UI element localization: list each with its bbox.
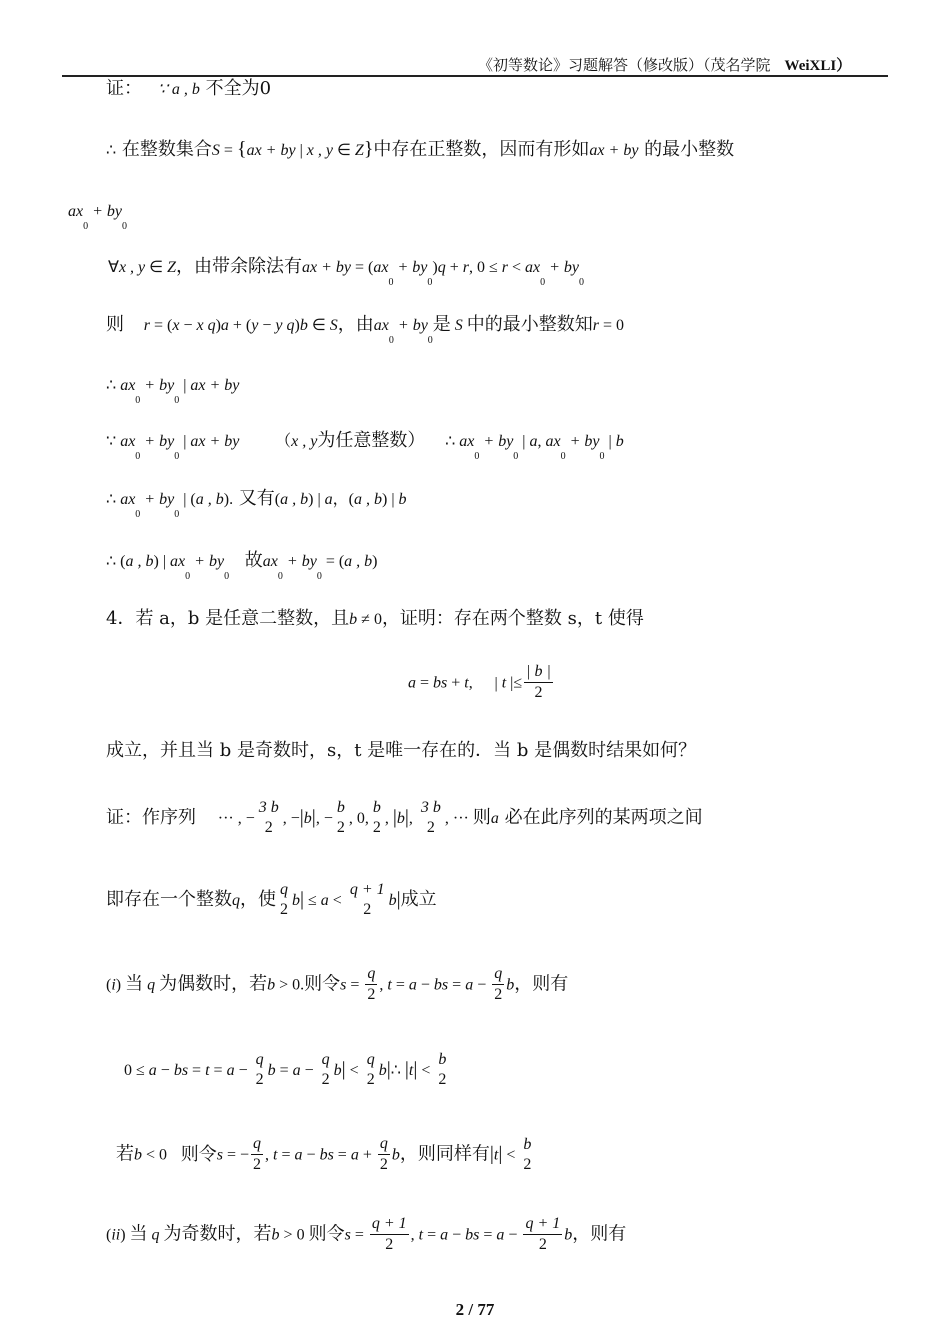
header-author: WeiXLI） <box>784 58 852 74</box>
case-i-inequality: 0 ≤ a − bs = t = a − q 2 b = a − q 2 b| < q 2 b|∴ |t| < b 2 <box>124 1051 447 1088</box>
problem-4-statement: 4．若 a，b 是任意二整数，且b ≠ 0，证明：存在两个整数 s，t 使得 <box>106 608 644 629</box>
line-exists-q: 即存在一个整数q，使 q 2 b| ≤ a < q + 1 2 b|成立 <box>106 881 437 918</box>
line-remainder: 则 r = (x − x q)a + (y − y q)b ∈ S，由$ax_0 + by_0$是 S 中的最小整数知r = 0 <box>106 314 625 346</box>
line-divides-2: ∵ $ax_0 + by_0$ | ax + by （x , y为任意整数） ∴ $ax_0 + by_0$ | a, $ax_0 + by_0$ | b <box>106 430 624 462</box>
header-rule <box>62 75 888 77</box>
line-gcd-2: ∴ (a , b) | $ax_0 + by_0$ 故$ax_0 + by_0 = (a$ , b) <box>106 550 378 582</box>
line-proof-start: 证： ∵ a , b 不全为0 <box>106 78 272 99</box>
page-header <box>478 54 851 75</box>
line-sequence: 证：作序列 ··· , − 3 b 2 , −|b|, − b 2 , 0, b 2 , |b|, 3 b 2 , ··· 则a 必在此序列的某两项之间 <box>106 799 703 836</box>
page-number: 2 / 77 <box>455 1300 495 1319</box>
line-min-element: $ax_0 + by_0$ <box>68 203 128 232</box>
line-division: ∀x , y ∈ Z，由带余除法有ax + by = $(ax_0 + by_0)q + r$, $0 \le r < ax_0 + by_0$ <box>108 256 585 288</box>
problem-4-condition: 成立，并且当 b 是奇数时，s，t 是唯一存在的．当 b 是偶数时结果如何？ <box>106 740 697 761</box>
problem-4-formula: a = bs + t, | t |≤ $\frac{| b |}{2}$ <box>408 663 551 701</box>
case-i-negative-b: 若b < 0 则令s = − $\frac{q}{2}$ , t = a − bs = a + $\frac{q}{2}$ b，则同样有|t| < b 2 <box>116 1135 532 1173</box>
header-title: 《初等数论》习题解答（修改版）（茂名学院 <box>478 56 771 74</box>
line-gcd-1: ∴ $ax_0 + by_0$ | (a , b). 又有(a , b) | a，(a , b) | b <box>106 488 407 520</box>
case-ii-heading: (ii) 当 q 为奇数时，若b > 0 则令s = $\frac{q + 1}{2}$ , t = a − bs = a − $\frac{q + 1}{2}$ b，则有 <box>106 1215 627 1253</box>
line-set-s: ∴ 在整数集合S = {ax + by | x , y ∈ Z}中存在正整数，因而有形如ax + by 的最小整数 <box>106 138 735 160</box>
case-i-heading: (i) 当 q 为偶数时，若b > 0.则令s = $\frac{q}{2}$ , t = a − bs = a − $\frac{q}{2}$ b，则有 <box>106 965 569 1003</box>
line-divides-1: ∴ $ax_0 + by_0$ | ax + by <box>106 377 240 406</box>
